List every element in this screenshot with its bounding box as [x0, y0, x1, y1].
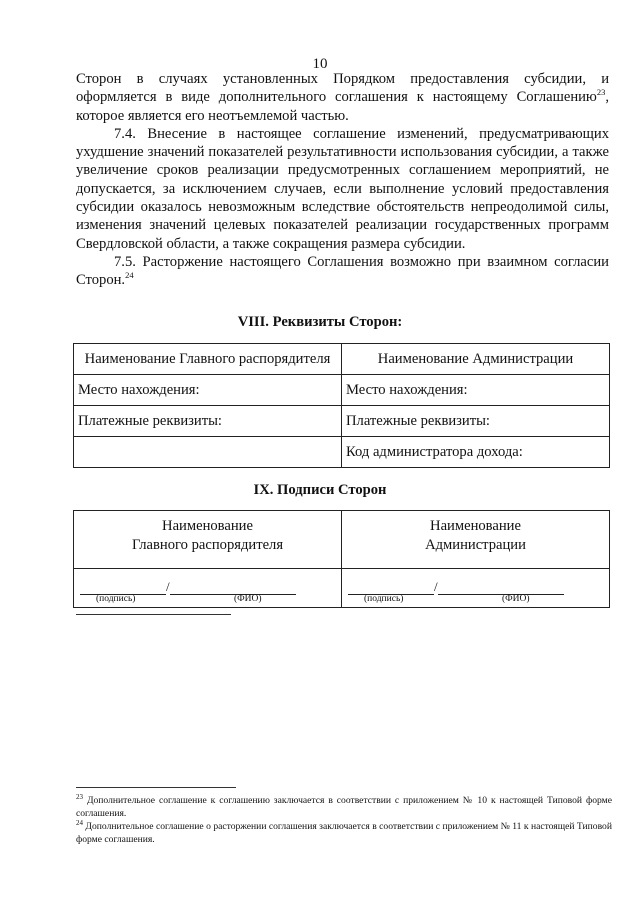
payment-cell-1: Платежные реквизиты:: [74, 406, 342, 437]
paragraph-7-4: 7.4. Внесение в настоящее соглашение изменений, предусматривающих ухудшение значений показателей результативности использования субсидии, а также увеличение сроков реализации предусмотренных соглашением мероприятий, не допускается, за исключением случаев, если выполнение условий предоставления субсидии оказалось невозможным вследствие обстоятельств непреодолимой силы, изменения значений целевых показателей реализации государственных программ Свердловской области, а также сокращения размера субсидии.: [76, 125, 609, 252]
footnote-ref-23[interactable]: 23: [596, 87, 606, 98]
table-row: [74, 437, 610, 468]
section-8-title: VIII. Реквизиты Сторон:: [237, 314, 403, 330]
income-code-cell: Код администратора дохода:: [342, 437, 610, 468]
signatures-table: [73, 510, 610, 608]
paragraph-continuation: Сторон в случаях установленных Порядком предоставления субсидии, и оформляется в виде дополнительного соглашения к настоящему Соглашению$^{23}$, которое является его неотъемлемой частью.: [76, 71, 609, 124]
name-caption: (ФИО): [502, 594, 530, 604]
divider: [76, 614, 231, 615]
signature-party-2: Наименование Администрации: [342, 511, 610, 569]
footnote-ref-24[interactable]: 24: [125, 270, 134, 281]
signature-field-2[interactable]: / (подпись) (ФИО): [342, 569, 610, 608]
page-number: 10: [312, 56, 328, 72]
table-row: [74, 375, 610, 406]
header-cell-administration: Наименование Администрации: [342, 344, 610, 375]
empty-cell: [74, 437, 342, 468]
signature-field-1[interactable]: / (подпись) (ФИО): [74, 569, 342, 608]
payment-cell-2: Платежные реквизиты:: [342, 406, 610, 437]
table-row: [74, 569, 610, 608]
section-9-title: IX. Подписи Сторон: [253, 482, 387, 498]
paragraph-7-5: 7.5. Расторжение настоящего Соглашения возможно при взаимном согласии Сторон.$^{24}$: [76, 253, 609, 289]
footnotes: [76, 795, 612, 847]
agreement-body: [76, 70, 609, 290]
footnote-23: $^{23}$ Дополнительное соглашение к соглашению заключается в соответствии с приложением № 10 к настоящей Типовой форме соглашения.: [76, 793, 612, 819]
table-row: [74, 406, 610, 437]
signature-caption: (подпись): [96, 594, 136, 604]
table-row: [74, 344, 610, 375]
location-cell-1: Место нахождения:: [74, 375, 342, 406]
location-cell-2: Место нахождения:: [342, 375, 610, 406]
name-caption: (ФИО): [234, 594, 262, 604]
header-cell-chief-manager: Наименование Главного распорядителя: [74, 344, 342, 375]
signature-caption: (подпись): [364, 594, 404, 604]
footnote-divider: [76, 787, 236, 788]
table-row: [74, 511, 610, 569]
signature-party-1: Наименование Главного распорядителя: [74, 511, 342, 569]
requisites-table: [73, 343, 610, 468]
footnote-24: $^{24}$ Дополнительное соглашение о расторжении соглашения заключается в соответствии с приложением № 11 к настоящей Типовой форме соглашения.: [76, 819, 612, 845]
